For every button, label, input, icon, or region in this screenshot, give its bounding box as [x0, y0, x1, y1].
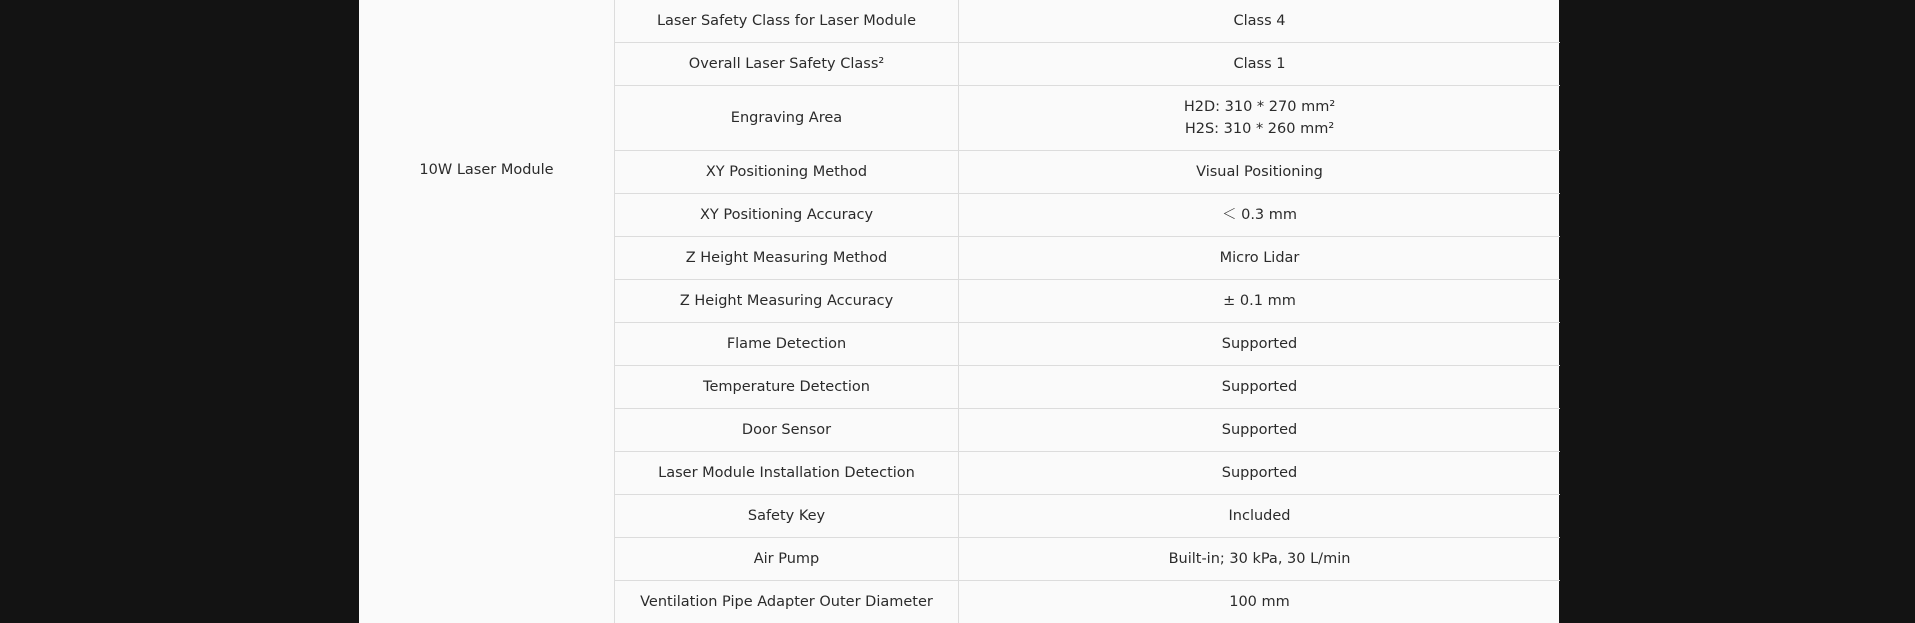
spec-row-safety-key [615, 495, 1560, 538]
spec-name: Flame Detection [615, 323, 959, 365]
spec-name: Temperature Detection [615, 366, 959, 408]
spec-value: Supported [1221, 336, 1298, 352]
spec-row-z-height-accuracy [615, 280, 1560, 323]
group-label: 10W Laser Module [419, 161, 554, 178]
spec-name: Safety Key [615, 495, 959, 537]
spec-row-temperature-detection [615, 366, 1560, 409]
spec-row-xy-positioning-accuracy [615, 194, 1560, 237]
spec-panel [359, 0, 1559, 623]
spec-row-xy-positioning-method [615, 151, 1560, 194]
spec-name: Z Height Measuring Accuracy [615, 280, 959, 322]
spec-value: Class 1 [1233, 56, 1286, 72]
spec-value: ＜ 0.3 mm [1221, 207, 1298, 223]
spec-row-overall-laser-safety-class [615, 43, 1560, 86]
spec-name: Door Sensor [615, 409, 959, 451]
spec-value: Class 4 [1233, 13, 1286, 29]
spec-value: Visual Positioning [1196, 164, 1323, 180]
spec-value: Supported [1221, 422, 1298, 438]
spec-value: Supported [1221, 379, 1298, 395]
spec-name: Engraving Area [615, 86, 959, 150]
spec-name: XY Positioning Method [615, 151, 959, 193]
spec-row-flame-detection [615, 323, 1560, 366]
spec-name: Ventilation Pipe Adapter Outer Diameter [615, 581, 959, 623]
spec-name: Laser Safety Class for Laser Module [615, 0, 959, 42]
spec-value: Included [1228, 508, 1291, 524]
spec-row-laser-module-installation-detection [615, 452, 1560, 495]
spec-row-laser-safety-class-module [615, 0, 1560, 43]
spec-value: 100 mm [1229, 594, 1290, 610]
spec-value-line-h2d: H2D: 310 * 270 mm² [1183, 99, 1336, 115]
spec-row-door-sensor [615, 409, 1560, 452]
spec-name: Overall Laser Safety Class² [615, 43, 959, 85]
spec-row-air-pump [615, 538, 1560, 581]
spec-value-line-h2s: H2S: 310 * 260 mm² [1184, 121, 1335, 137]
spec-name: Air Pump [615, 538, 959, 580]
spec-table [614, 0, 1560, 623]
spec-value: Supported [1221, 465, 1298, 481]
spec-value: ± 0.1 mm [1223, 293, 1296, 309]
spec-row-engraving-area [615, 86, 1560, 151]
spec-name: Z Height Measuring Method [615, 237, 959, 279]
spec-row-ventilation-pipe-adapter [615, 581, 1560, 623]
spec-value [959, 86, 1560, 150]
spec-row-z-height-method [615, 237, 1560, 280]
spec-value: Micro Lidar [1219, 250, 1300, 266]
spec-name: Laser Module Installation Detection [615, 452, 959, 494]
spec-name: XY Positioning Accuracy [615, 194, 959, 236]
spec-value: Built-in; 30 kPa, 30 L/min [1168, 551, 1351, 567]
